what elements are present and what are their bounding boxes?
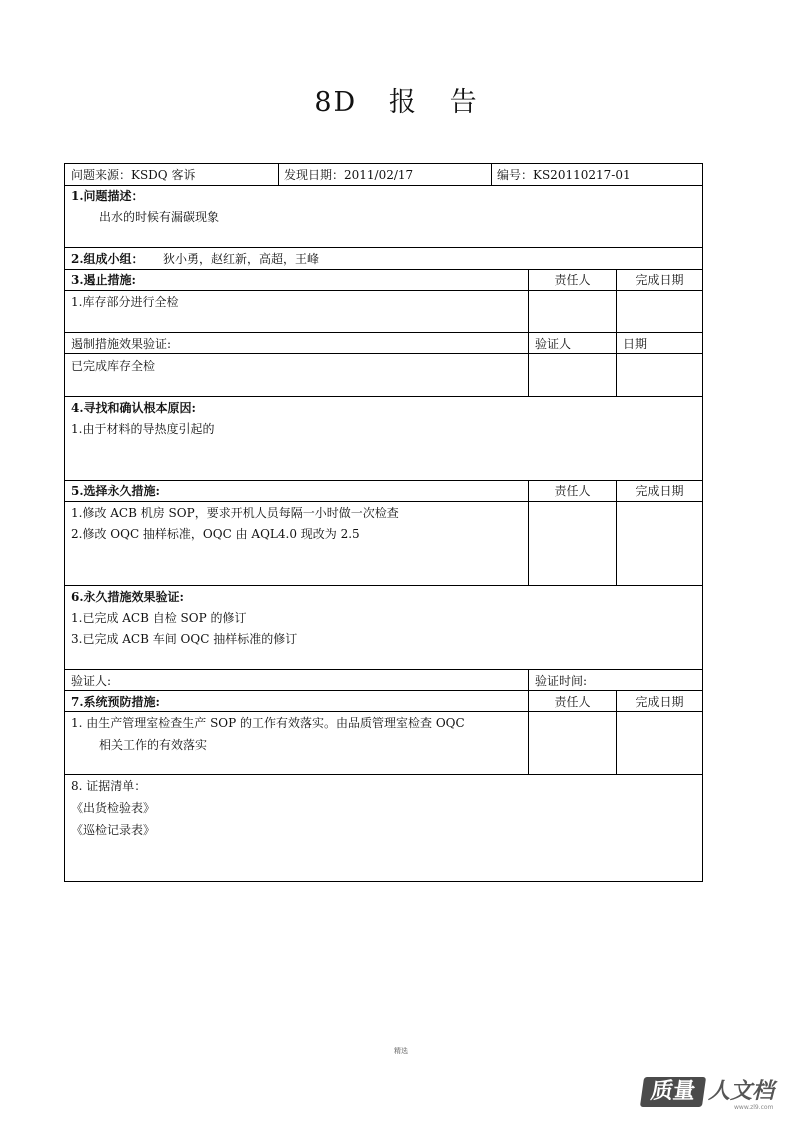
root-cause-title: 4.寻找和确认根本原因: (71, 401, 196, 415)
watermark-logo-box: 质量 (640, 1077, 706, 1107)
row-divider (65, 269, 702, 270)
col-divider (528, 669, 529, 774)
evidence-item: 《出货检验表》 (71, 801, 156, 815)
row-divider (65, 247, 702, 248)
containment-title: 3.遏止措施: (71, 273, 136, 287)
found-date: 发现日期：2011/02/17 (284, 168, 414, 182)
permanent-verify-title: 6.永久措施效果验证: (71, 590, 184, 604)
report-table (64, 163, 703, 882)
col-divider (528, 269, 529, 396)
prevention-responsible-header: 责任人 (554, 695, 591, 709)
row-divider (65, 480, 702, 481)
permanent-action-title: 5.选择永久措施: (71, 484, 160, 498)
prevention-date-header: 完成日期 (635, 695, 684, 709)
col-divider (491, 164, 492, 185)
containment-responsible-header: 责任人 (554, 273, 591, 287)
row-divider (65, 353, 702, 354)
containment-verify-title: 遏制措施效果验证: (71, 337, 172, 351)
row-divider (65, 501, 702, 502)
containment-item: 1.库存部分进行全检 (71, 295, 179, 309)
row-divider (65, 585, 702, 586)
evidence-item: 《巡检记录表》 (71, 823, 156, 837)
prevention-item-line1: 1. 由生产管理室检查生产 SOP 的工作有效落实。由品质管理室检查 OQC (71, 716, 465, 730)
containment-verify-date-header: 日期 (623, 337, 648, 351)
col-divider (278, 164, 279, 185)
team-title: 2.组成小组： (71, 252, 144, 266)
row-divider (65, 669, 702, 670)
row-divider (65, 396, 702, 397)
team-members: 狄小勇，赵红新，高超，王峰 (163, 252, 320, 266)
row-divider (65, 774, 702, 775)
watermark-logo-text: 人文档 (708, 1079, 775, 1104)
permanent-date-header: 完成日期 (635, 484, 684, 498)
report-number: 编号：KS20110217-01 (497, 168, 631, 182)
prevention-title: 7.系统预防措施: (71, 695, 160, 709)
containment-verifier-header: 验证人 (535, 337, 572, 351)
row-divider (65, 690, 702, 691)
problem-description-title: 1.问题描述： (71, 189, 144, 203)
row-divider (65, 711, 702, 712)
evidence-title: 8. 证据清单： (71, 779, 147, 793)
permanent-verify-item: 1.已完成 ACB 自检 SOP 的修订 (71, 611, 247, 625)
page-title: 8D 报 告 (314, 87, 479, 118)
verifier-label: 验证人: (71, 674, 112, 688)
row-divider (65, 332, 702, 333)
root-cause-item: 1.由于材料的导热度引起的 (71, 422, 215, 436)
permanent-verify-item: 3.已完成 ACB 车间 OQC 抽样标准的修订 (71, 632, 298, 646)
permanent-action-item: 2.修改 OQC 抽样标准，OQC 由 AQL4.0 现改为 2.5 (71, 527, 360, 541)
row-divider (65, 185, 702, 186)
problem-source: 问题来源：KSDQ 客诉 (71, 168, 196, 182)
permanent-action-item: 1.修改 ACB 机房 SOP，要求开机人员每隔一小时做一次检查 (71, 506, 399, 520)
permanent-responsible-header: 责任人 (554, 484, 591, 498)
containment-date-header: 完成日期 (635, 273, 684, 287)
watermark-url: www.zl9.com (734, 1104, 774, 1111)
col-divider (616, 269, 617, 396)
watermark-logo (642, 1077, 782, 1111)
row-divider (65, 290, 702, 291)
footer-note: 精选 (394, 1047, 408, 1055)
containment-verify-content: 已完成库存全检 (71, 359, 156, 373)
problem-description-text: 出水的时候有漏碳现象 (99, 210, 220, 224)
prevention-item-line2: 相关工作的有效落实 (99, 738, 208, 752)
verify-time-label: 验证时间: (535, 674, 588, 688)
